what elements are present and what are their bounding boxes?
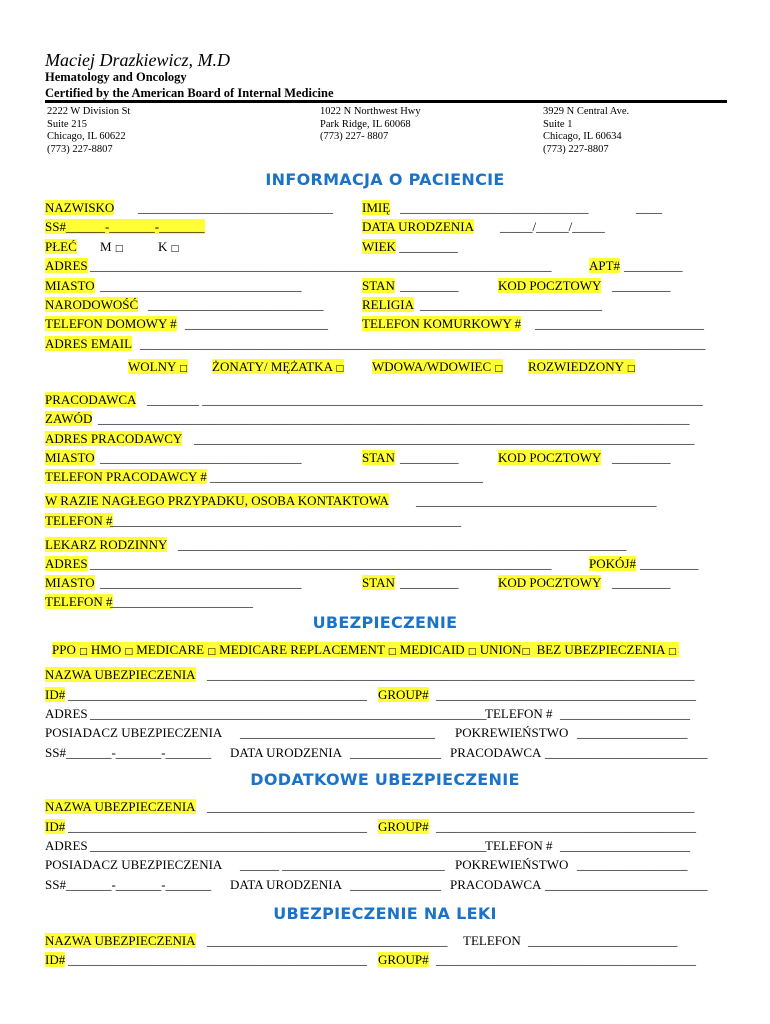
employer-zip-label: KOD POCZTOWY [498,450,602,465]
city-label: MIASTO [45,278,95,293]
religion-label: RELIGIA [362,297,414,312]
insurance-phone-label: TELEFON # [485,706,553,721]
family-doctor-field[interactable]: _____________________________________________________________________ [178,537,627,552]
occupation-label: ZAWÓD [45,411,93,426]
emergency-contact-label: W RAZIE NAGŁEGO PRZYPADKU, OSOBA KONTAKTOWA [45,493,389,508]
home-phone-field[interactable]: ______________________ [185,316,328,331]
secondary-relationship-label: POKREWIEŃSTWO [455,857,569,872]
doctor-state-field[interactable]: _________ [400,575,459,590]
insurance-ppo-checkbox[interactable]: PPO □ [52,642,88,657]
relationship-field[interactable]: _________________ [577,725,688,740]
apt-label: APT# [589,258,621,273]
specialty: Hematology and Oncology [45,70,187,84]
mobile-phone-label: TELEFON KOMURKOWY # [362,316,522,331]
holder-employer-label: PRACODAWCA [450,745,542,760]
doctor-city-field[interactable]: _______________________________ [100,575,302,590]
employer-zip-field[interactable]: _________ [612,450,671,465]
insurance-type-row [52,642,679,660]
secondary-id-field[interactable]: ______________________________________________ [68,819,367,834]
insurance-medicaid-checkbox[interactable]: MEDICAID □ [399,642,477,657]
office-address-1: 2222 W Division St Suite 215 Chicago, IL 60622 (773) 227-8807 [47,106,131,155]
dob-label: DATA URODZENIA [362,219,474,234]
religion-field[interactable]: ____________________________ [420,297,602,312]
sex-label: PŁEĆ [45,239,77,254]
drug-id-label: ID# [45,952,66,967]
secondary-address-label: ADRES [45,838,88,853]
holder-ss-field[interactable]: SS#_______-_______-_______ [45,745,212,760]
surname-field[interactable]: ______________________________ [138,200,333,215]
secondary-employer-label: PRACODAWCA [450,877,542,892]
status-widowed-checkbox[interactable]: WDOWA/WDOWIEC □ [372,359,503,374]
secondary-ss-field[interactable]: SS#_______-_______-_______ [45,877,212,892]
secondary-dob-label: DATA URODZENIA [230,877,342,892]
status-married-checkbox[interactable]: ŻONATY/ MĘŻATKA □ [212,359,345,374]
employer-address-field[interactable]: _____________________________________________________________________________ [194,431,695,446]
employer-address-label: ADRES PRACODAWCY [45,431,183,446]
drug-group-field[interactable]: ________________________________________ [436,952,696,967]
emergency-phone-field[interactable]: ______________________________________________________ [110,513,461,528]
doctor-phone-label: TELEFON # [45,594,113,609]
holder-employer-field[interactable]: _________________________ [545,745,708,760]
secondary-phone-label: TELEFON # [485,838,553,853]
age-field[interactable]: WIEK _________ [362,239,458,254]
insurance-group-field[interactable]: ________________________________________ [436,687,696,702]
zip-field[interactable]: _________ [612,278,671,293]
employer-state-label: STAN [362,450,395,465]
home-phone-label: TELEFON DOMOWY # [45,316,177,331]
insurance-medicare-replacement-checkbox[interactable]: MEDICARE REPLACEMENT □ [219,642,397,657]
insurance-address-field[interactable]: _____________________________________________________________ [90,706,487,721]
employer-phone-field[interactable]: __________________________________________ [210,469,483,484]
policyholder-label: POSIADACZ UBEZPIECZENIA [45,725,223,740]
doctor-name: Maciej Drazkiewicz, M.D [45,50,230,70]
doctor-address-label: ADRES [45,556,88,571]
drug-group-label: GROUP# [378,952,429,967]
email-field[interactable]: _______________________________________________________________________________________ [140,336,706,351]
doctor-room-field[interactable]: _________ [640,556,699,571]
apt-field[interactable]: _________ [624,258,683,273]
insurance-name-field[interactable]: ___________________________________________________________________________ [207,667,695,682]
office-address-3: 3929 N Central Ave. Suite 1 Chicago, IL 60634 (773) 227-8807 [543,106,630,155]
nationality-label: NARODOWOŚĆ [45,297,139,312]
doctor-state-label: STAN [362,575,395,590]
header-rule [45,100,727,103]
insurance-hmo-checkbox[interactable]: HMO □ [90,642,133,657]
status-divorced-checkbox[interactable]: ROZWIEDZONY □ [528,359,636,374]
nationality-field[interactable]: ___________________________ [148,297,324,312]
secondary-phone-field[interactable]: ____________________ [560,838,690,853]
state-label: STAN [362,278,395,293]
relationship-label: POKREWIEŃSTWO [455,725,569,740]
family-doctor-label: LEKARZ RODZINNY [45,537,168,552]
office-address-2: 1022 N Northwest Hwy Park Ridge, IL 60068 (773) 227- 8807 [320,106,421,142]
insurance-union-checkbox[interactable]: UNION□ [479,642,531,657]
surname-row: NAZWISKO [45,200,115,215]
employer-city-field[interactable]: _______________________________ [100,450,302,465]
zip-label: KOD POCZTOWY [498,278,602,293]
employer-phone-label: TELEFON PRACODAWCY # [45,469,207,484]
mobile-phone-field[interactable]: __________________________ [535,316,704,331]
drug-insurance-name-label: NAZWA UBEZPIECZENIA [45,933,196,948]
employer-field[interactable]: ________ _____________________________________________________________________________ [147,392,703,407]
drug-phone-label: TELEFON [463,933,521,948]
secondary-dob-field[interactable]: ______________ [350,877,441,892]
sex-male-checkbox[interactable]: M □ [100,239,124,254]
insurance-title: UBEZPIECZENIE [312,613,458,632]
employer-label: PRACODAWCA [45,392,137,407]
secondary-insurance-title: DODATKOWE UBEZPIECZENIE [250,770,520,789]
occupation-field[interactable]: ___________________________________________________________________________________________ [98,411,690,426]
insurance-name-label: NAZWA UBEZPIECZENIA [45,667,196,682]
drug-insurance-name-field[interactable]: _____________________________________ [207,933,448,948]
doctor-address-field[interactable]: _______________________________________________________________________ [90,556,552,571]
secondary-policyholder-field[interactable]: ______ _________________________ [240,857,445,872]
first-name-extra-field[interactable]: ____ [636,200,662,215]
holder-dob-field[interactable]: ______________ [350,745,441,760]
doctor-phone-field[interactable]: ______________________ [110,594,253,609]
first-name-label: IMIĘ [362,200,391,215]
doctor-zip-label: KOD POCZTOWY [498,575,602,590]
dob-field[interactable]: _____/_____/_____ [500,219,605,234]
doctor-city-label: MIASTO [45,575,95,590]
sex-female-checkbox[interactable]: K □ [158,239,180,254]
secondary-name-label: NAZWA UBEZPIECZENIA [45,799,196,814]
insurance-group-label: GROUP# [378,687,429,702]
insurance-id-label: ID# [45,687,66,702]
secondary-employer-field[interactable]: _________________________ [545,877,708,892]
insurance-address-label: ADRES [45,706,88,721]
emergency-contact-field[interactable]: _____________________________________ [416,493,657,508]
secondary-policyholder-label: POSIADACZ UBEZPIECZENIA [45,857,223,872]
state-field[interactable]: _________ [400,278,459,293]
drug-insurance-title: UBEZPIECZENIE NA LEKI [273,904,497,923]
doctor-zip-field[interactable]: _________ [612,575,671,590]
emergency-phone-label: TELEFON # [45,513,113,528]
insurance-id-field[interactable]: ______________________________________________ [68,687,367,702]
secondary-address-field[interactable]: _____________________________________________________________ [90,838,487,853]
holder-dob-label: DATA URODZENIA [230,745,342,760]
secondary-group-field[interactable]: ________________________________________ [436,819,696,834]
policyholder-field[interactable]: ______________________________ [240,725,435,740]
employer-state-field[interactable]: _________ [400,450,459,465]
doctor-room-label: POKÓJ# [589,556,636,571]
address-label: ADRES [45,258,88,273]
certification: Certified by the American Board of Internal Medicine [45,86,334,100]
drug-id-field[interactable]: ______________________________________________ [68,952,367,967]
secondary-id-label: ID# [45,819,66,834]
email-label: ADRES EMAIL [45,336,133,351]
secondary-name-field[interactable]: ___________________________________________________________________________ [207,799,695,814]
secondary-group-label: GROUP# [378,819,429,834]
insurance-none-checkbox[interactable]: BEZ UBEZPIECZENIA □ [536,642,677,657]
address-field[interactable]: _______________________________________________________________________ [90,258,552,273]
first-name-field[interactable]: _____________________________ [400,200,589,215]
employer-city-label: MIASTO [45,450,95,465]
insurance-medicare-checkbox[interactable]: MEDICARE □ [136,642,216,657]
patient-info-title: INFORMACJA O PACIENCIE [265,170,505,189]
drug-phone-field[interactable]: _______________________ [528,933,678,948]
ss-field[interactable]: SS#______-_______-_______ [45,219,205,234]
city-field[interactable]: _______________________________ [100,278,302,293]
insurance-phone-field[interactable]: ____________________ [560,706,690,721]
secondary-relationship-field[interactable]: _________________ [577,857,688,872]
status-single-checkbox[interactable]: WOLNY □ [128,359,188,374]
